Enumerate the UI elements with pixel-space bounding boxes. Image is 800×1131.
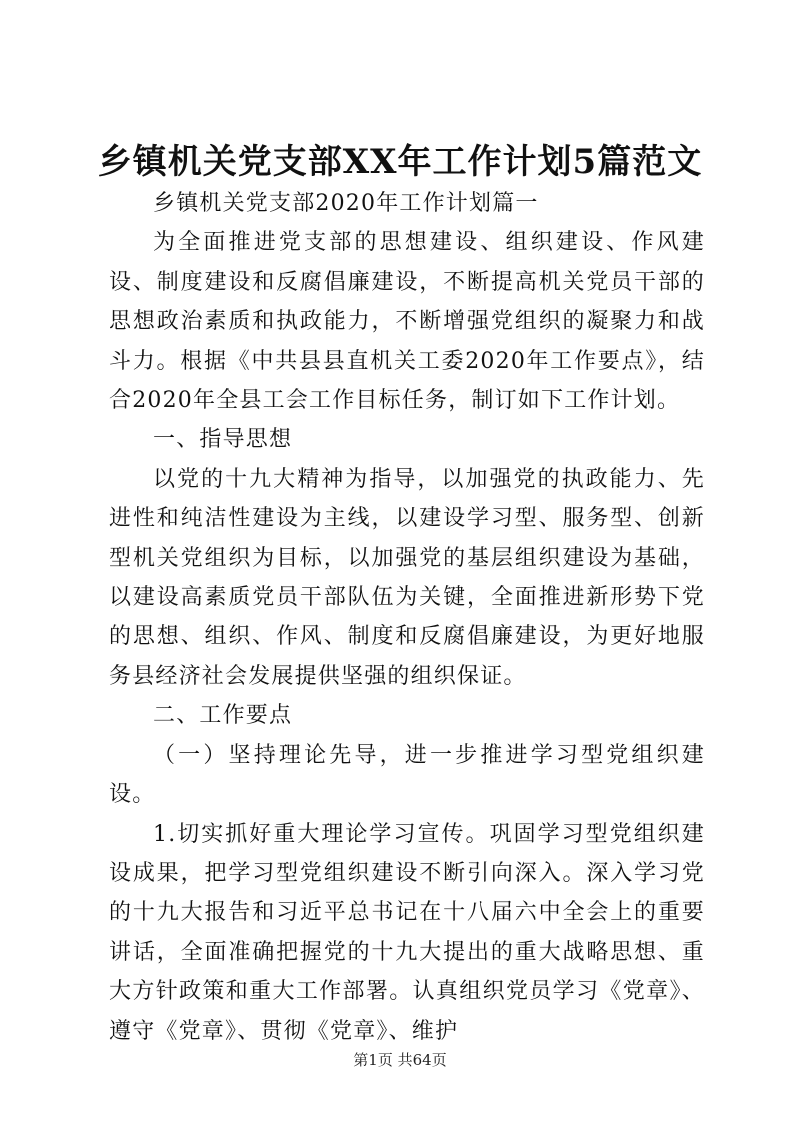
section-subtitle: 乡镇机关党支部2020年工作计划篇一 [153,191,539,216]
item-1-paragraph: 1.切实抓好重大理论学习宣传。巩固学习型党组织建设成果，把学习型党组织建设不断引向深入。深入学习党的十九大报告和习近平总书记在十八届六中全会上的重要讲话，全面准确把握党的十九大提出的重大战略思想、重大方针政策和重大工作部署。认真组织党员学习《党章》、遵守《党章》、贯彻《党章》、维护 [109,821,705,1044]
heading-work-points: 二、工作要点 [153,703,293,729]
document-body [109,184,705,1051]
heading-guiding-thought: 一、指导思想 [153,427,293,453]
subheading-theory: （一）坚持理论先导，进一步推进学习型党组织建设。 [109,742,705,808]
document-title: 乡镇机关党支部XX年工作计划5篇范文 [97,142,703,182]
page-footer: 第1页 共64页 [353,1051,447,1069]
guiding-thought-paragraph: 以党的十九大精神为指导，以加强党的执政能力、先进性和纯洁性建设为主线，以建设学习型、服务型、创新型机关党组织为目标，以加强党的基层组织建设为基础，以建设高素质党员干部队伍为关键，全面推进新形势下党的思想、组织、作风、制度和反腐倡廉建设，为更好地服务县经济社会发展提供坚强的组织保证。 [109,466,705,689]
intro-paragraph: 为全面推进党支部的思想建设、组织建设、作风建设、制度建设和反腐倡廉建设，不断提高机关党员干部的思想政治素质和执政能力，不断增强党组织的凝聚力和战斗力。根据《中共县县直机关工委2020年工作要点》，结合2020年全县工会工作目标任务，制订如下工作计划。 [109,230,705,414]
